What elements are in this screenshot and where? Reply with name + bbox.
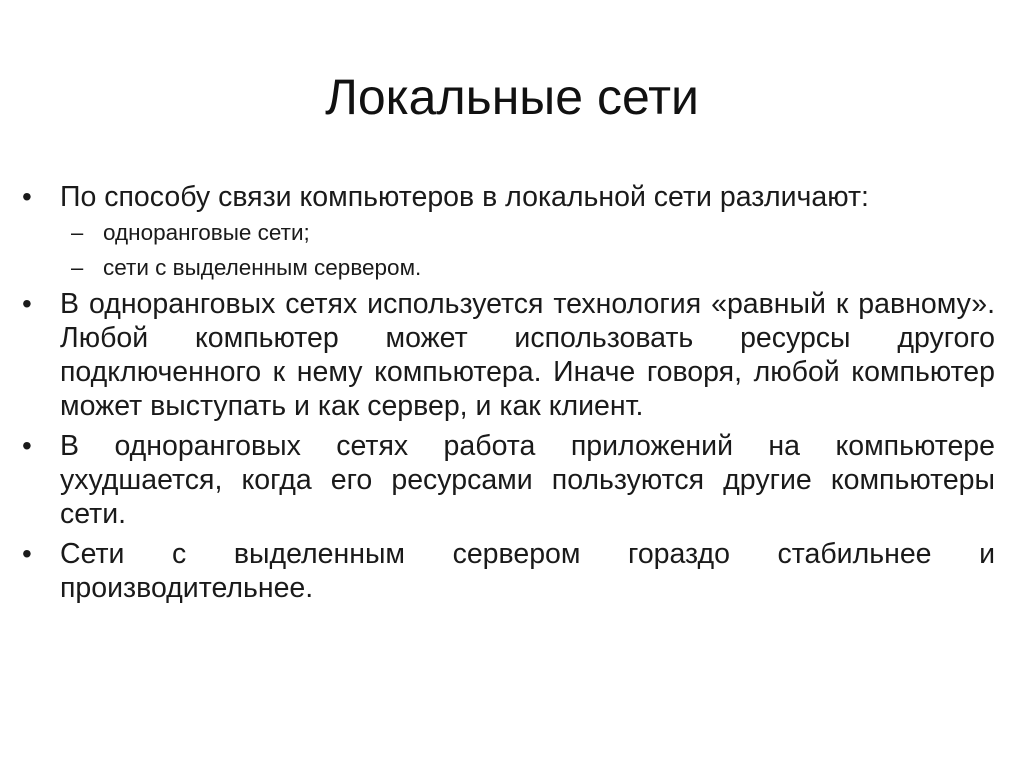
bullet-text: По способу связи компьютеров в локальной сети различают: bbox=[60, 181, 869, 213]
bullet-text: Сети с выделенным сервером гораздо стабильнее и производительнее. bbox=[60, 538, 995, 604]
slide-title: Локальные сети bbox=[325, 69, 699, 125]
sub-item-dedicated-server bbox=[20, 251, 995, 284]
bullet-marker: • bbox=[22, 181, 32, 212]
dash-marker: – bbox=[71, 220, 84, 245]
bullet-marker: • bbox=[22, 538, 32, 569]
bullet-text: В одноранговых сетях работа приложений на компьютере ухудшается, когда его ресурсами пользуются другие компьютеры сети. bbox=[60, 430, 995, 530]
bullet-item-performance bbox=[20, 429, 995, 531]
bullet-item-connection-types bbox=[20, 180, 995, 214]
slide-body bbox=[20, 180, 995, 605]
sub-item-text: сети с выделенным сервером. bbox=[103, 255, 422, 280]
bullet-marker: • bbox=[22, 430, 32, 461]
bullet-item-peer-technology bbox=[20, 287, 995, 423]
dash-marker: – bbox=[71, 255, 84, 280]
bullet-marker: • bbox=[22, 288, 32, 319]
bullet-text: В одноранговых сетях используется технология «равный к равному». Любой компьютер может использовать ресурсы другого подключенного к нему компьютера. Иначе говоря, любой компьютер может выступать и как сервер, и как клиент. bbox=[60, 288, 995, 422]
sub-item-peer-to-peer bbox=[20, 216, 995, 249]
sub-item-text: одноранговые сети; bbox=[103, 220, 310, 245]
bullet-item-dedicated-server bbox=[20, 537, 995, 605]
